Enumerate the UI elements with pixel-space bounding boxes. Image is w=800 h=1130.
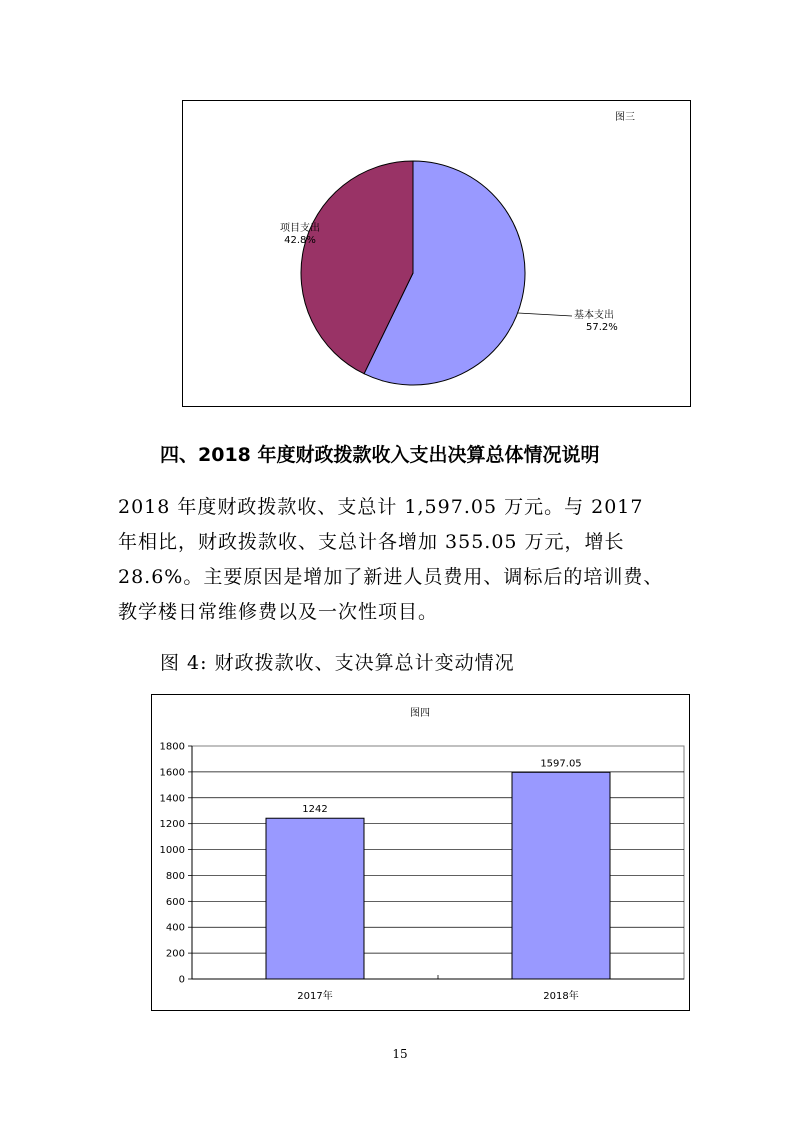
y-tick-label: 1800 <box>159 741 185 753</box>
bar-2017 <box>266 818 364 979</box>
pie-chart-frame <box>182 100 691 407</box>
x-category-label: 2018年 <box>543 991 579 1002</box>
body-line-1: 2018 年度财政拨款收、支总计 1,597.05 万元。与 2017 <box>118 496 644 518</box>
section-heading: 四、2018 年度财政拨款收入支出决算总体情况说明 <box>160 444 600 466</box>
y-tick-label: 200 <box>165 948 185 960</box>
pie-pct-basic: 57.2% <box>586 322 618 333</box>
body-line-4: 教学楼日常维修费以及一次性项目。 <box>118 601 439 623</box>
page-number: 15 <box>392 1047 408 1061</box>
y-tick-label: 1000 <box>159 845 185 857</box>
bar-chart <box>152 695 689 1010</box>
bar-chart-frame <box>151 694 690 1011</box>
x-category-label: 2017年 <box>297 991 333 1002</box>
pie-chart <box>183 101 690 406</box>
body-line-3: 28.6%。主要原因是增加了新进人员费用、调标后的培训费、 <box>118 566 664 588</box>
bar-chart-title: 图四 <box>410 708 430 719</box>
pie-leader-line-basic <box>518 313 572 316</box>
y-tick-label: 800 <box>165 870 185 882</box>
y-tick-label: 0 <box>178 974 185 986</box>
pie-label-project: 项目支出 <box>280 223 320 234</box>
bar-2018 <box>512 772 610 979</box>
body-line-2: 年相比，财政拨款收、支总计各增加 355.05 万元，增长 <box>118 531 625 553</box>
y-tick-label: 1400 <box>159 793 185 805</box>
figure-caption: 图 4: 财政拨款收、支决算总计变动情况 <box>160 652 515 674</box>
bar-value-label: 1597.05 <box>540 758 582 770</box>
bar-value-label: 1242 <box>302 804 328 816</box>
y-tick-label: 1200 <box>159 819 185 831</box>
pie-label-basic: 基本支出 <box>574 310 614 321</box>
pie-pct-project: 42.8% <box>284 235 316 246</box>
y-tick-label: 600 <box>165 896 185 908</box>
y-tick-label: 400 <box>165 922 185 934</box>
pie-chart-title: 图三 <box>615 112 635 123</box>
y-tick-label: 1600 <box>159 767 185 779</box>
